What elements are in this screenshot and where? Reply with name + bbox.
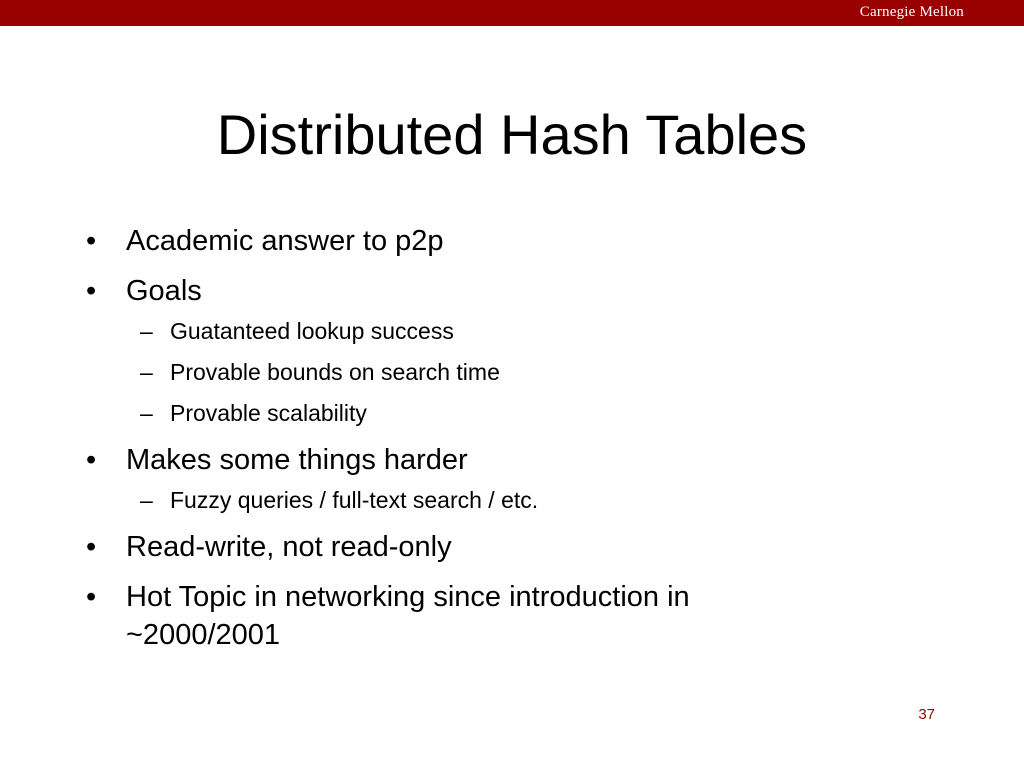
bullet-marker: • [86, 581, 97, 613]
sub-bullet-item [86, 485, 806, 515]
sub-bullet-item [86, 357, 806, 387]
bullet-marker: • [86, 531, 97, 563]
bullet-text: Hot Topic in networking since introduction in ~2000/2001 [126, 581, 690, 651]
slide-title: Distributed Hash Tables [216, 103, 808, 166]
sub-bullet-marker: – [140, 318, 153, 344]
sub-bullet-item [86, 398, 806, 428]
sub-bullet-item [86, 316, 806, 346]
sub-bullet-text: Provable bounds on search time [170, 359, 500, 385]
bullet-marker: • [86, 444, 97, 476]
sub-bullet-marker: – [140, 359, 153, 385]
bullet-marker: • [86, 225, 97, 257]
brand-logo: Carnegie Mellon [859, 4, 964, 20]
bullet-text: Makes some things harder [126, 444, 468, 476]
header-bar [0, 0, 1024, 26]
sub-bullet-text: Fuzzy queries / full-text search / etc. [170, 487, 539, 513]
bullet-text: Goals [126, 275, 202, 307]
bullet-item [86, 441, 806, 479]
bullet-item [86, 528, 806, 566]
sub-bullet-marker: – [140, 487, 153, 513]
bullet-text: Read-write, not read-only [126, 531, 452, 563]
bullet-item [86, 222, 806, 260]
sub-bullet-text: Provable scalability [170, 400, 367, 426]
sub-bullet-marker: – [140, 400, 153, 426]
bullet-list [86, 222, 806, 666]
sub-bullet-text: Guatanteed lookup success [170, 318, 454, 344]
bullet-marker: • [86, 275, 97, 307]
bullet-item [86, 272, 806, 310]
bullet-item [86, 578, 806, 654]
bullet-text: Academic answer to p2p [126, 225, 444, 257]
page-number: 37 [918, 706, 935, 723]
